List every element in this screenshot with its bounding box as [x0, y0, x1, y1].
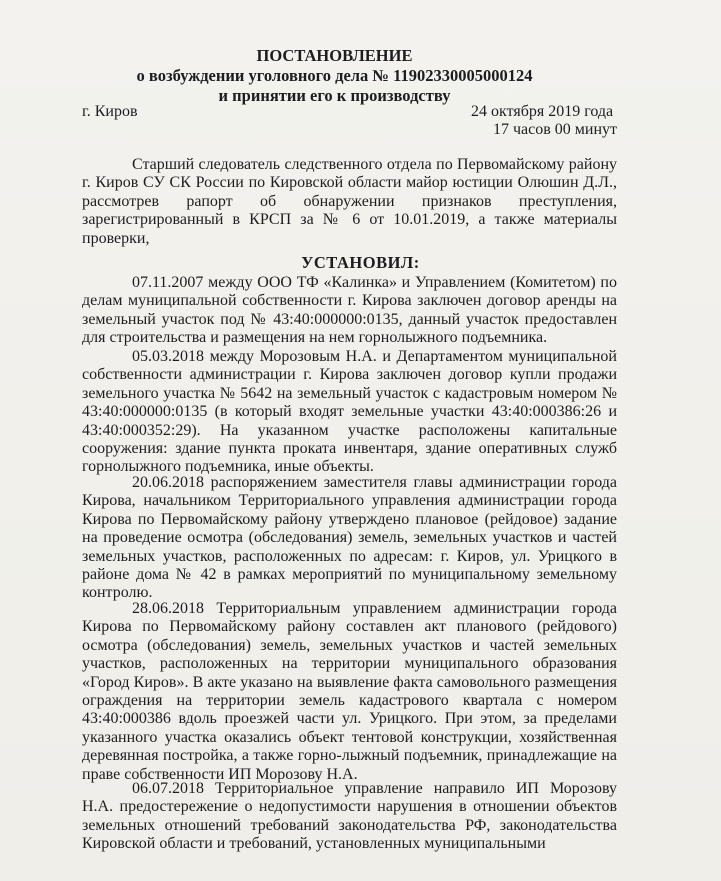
document-city: г. Киров [82, 103, 138, 120]
intro-paragraph: Старший следователь следственного отдела по Первомайскому району г. Киров СУ СК России по Кировской области майор юстиции Олюшин Д.Л., рассмотрев рапорт об обнаружении признаков преступления, зарегистрированный в КРСП за № 6 от 10.01.2019, а также материалы проверки, [82, 156, 617, 247]
document-time: 17 часов 00 минут [493, 121, 618, 138]
document-subtitle-line2: и принятии его к производству [218, 86, 451, 105]
document-title: ПОСТАНОВЛЕНИЕ [256, 46, 413, 65]
body-paragraph: 05.03.2018 между Морозовым Н.А. и Департаментом муниципальной собственности администрации г. Кирова заключен договор купли продажи земельного участка № 5642 на земельный участок с кадастровым номером № 43:40:000000:0135 (в который входят земельные участки 43:40:000386:26 и 43:40:000352:29). На указанном участке расположены капитальные сооружения: здание пункта проката инвентаря, здание оперативных служб горнолыжного подъемника, иные объекты. [82, 348, 617, 476]
document-date: 24 октября 2019 года [471, 103, 614, 120]
body-paragraph: 07.11.2007 между ООО ТФ «Калинка» и Управлением (Комитетом) по делам муниципальной собственности г. Кирова заключен договор аренды на земельный участок под № 43:40:000000:0135, данный участок предоставлен для строительства и размещения на нем горнолыжного подъемника. [82, 274, 617, 347]
body-paragraph: 06.07.2018 Территориальное управление направило ИП Морозову Н.А. предостережение о недопустимости нарушения в отношении объектов земельных отношений требований законодательства РФ, законодательства Кировской области и требований, установленных муниципальными [82, 780, 617, 853]
body-paragraph: 20.06.2018 распоряжением заместителя главы администрации города Кирова, начальником Территориального управления администрации города Кирова по Первомайскому району утверждено плановое (рейдовое) задание на проведение осмотра (обследования) земель, земельных участков и частей земельных участков, расположенных по адресам: г. Киров, ул. Урицкого в районе дома № 42 в рамках мероприятий по муниципальному земельному контролю. [82, 474, 617, 602]
body-paragraph: 28.06.2018 Территориальным управлением администрации города Кирова по Первомайскому району составлен акт планового (рейдового) осмотра (обследования) земель, земельных участков и частей земельных участков, расположенных на территории муниципального образования «Город Киров». В акте указано на выявление факта самовольного размещения ограждения на территории земель кадастрового квартала с номером 43:40:000386 вдоль проезжей части ул. Урицкого. При этом, за пределами указанного участка оказались объект тентовой конструкции, хозяйственная деревянная постройка, а также горно-лыжный подъемник, принадлежащие на праве собственности ИП Морозову Н.А. [82, 600, 617, 783]
section-heading: УСТАНОВИЛ: [301, 253, 420, 272]
document-subtitle-line1: о возбуждении уголовного дела № 11902330005000124 [136, 66, 533, 85]
